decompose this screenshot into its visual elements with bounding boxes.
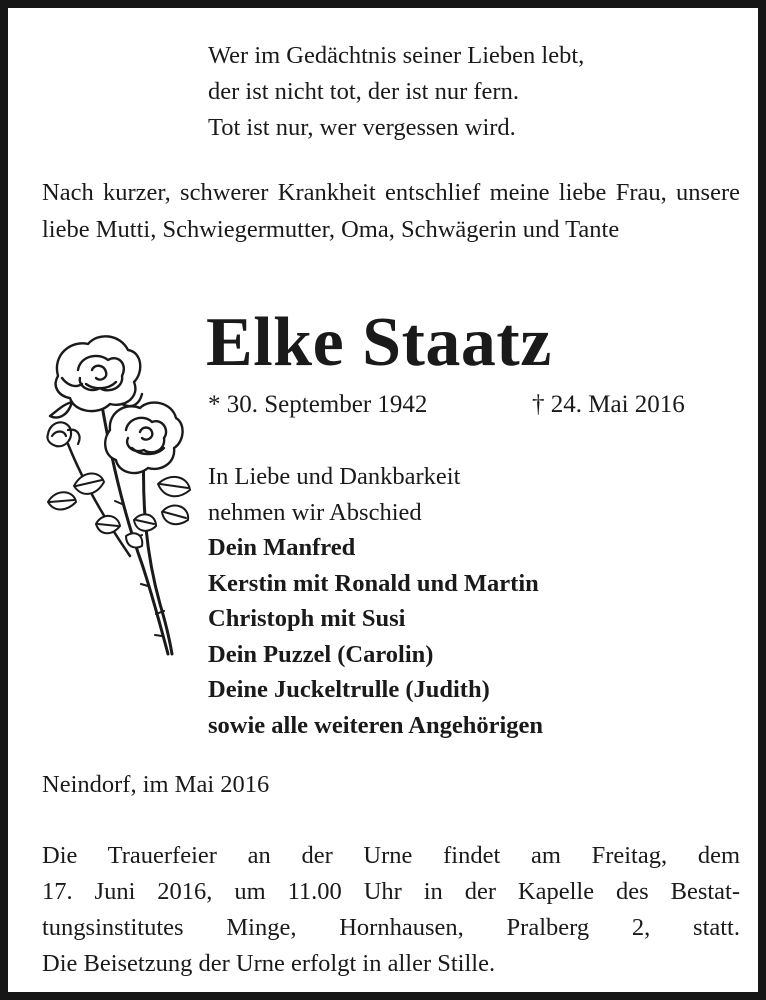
farewell-line: nehmen wir Abschied <box>208 498 422 526</box>
mourner-name: Kerstin mit Ronald und Martin <box>208 569 539 597</box>
poem-line: der ist nicht tot, der ist nur fern. <box>208 78 519 105</box>
mourner-name: Deine Juckeltrulle (Judith) <box>208 676 490 703</box>
life-dates <box>208 388 685 422</box>
funeral-info <box>42 838 740 982</box>
mourner-name: Dein Puzzel (Carolin) <box>208 640 434 668</box>
mourner-name: Christoph mit Susi <box>208 605 406 632</box>
memorial-poem <box>208 38 584 146</box>
deceased-name: Elke Staatz <box>206 304 552 381</box>
death-date: † 24. Mai 2016 <box>532 391 685 418</box>
funeral-line: Die Beisetzung der Urne erfolgt in aller Stille. <box>42 950 496 977</box>
funeral-line: tungsinstitutes Minge, Hornhausen, Pralberg 2, statt. <box>42 914 740 941</box>
mourner-name: sowie alle weiteren Angehörigen <box>208 711 544 739</box>
roses-icon <box>38 324 198 664</box>
intro-text: Nach kurzer, schwerer Krankheit entschlief meine liebe Frau, unsere liebe Mutti, Schwiegermutter, Oma, Schwägerin und Tante <box>42 179 740 243</box>
poem-line: Tot ist nur, wer vergessen wird. <box>208 114 516 141</box>
birth-date: * 30. September 1942 <box>208 391 428 418</box>
mourner-name: Dein Manfred <box>208 534 356 561</box>
mourners-block <box>208 459 543 743</box>
funeral-line: 17. Juni 2016, um 11.00 Uhr in der Kapelle des Bestat- <box>42 878 740 905</box>
farewell-line: In Liebe und Dankbarkeit <box>208 463 461 490</box>
poem-line: Wer im Gedächtnis seiner Lieben lebt, <box>208 42 585 69</box>
funeral-line: Die Trauerfeier an der Urne findet am Freitag, dem <box>42 842 740 869</box>
place-and-date: Neindorf, im Mai 2016 <box>42 771 270 798</box>
